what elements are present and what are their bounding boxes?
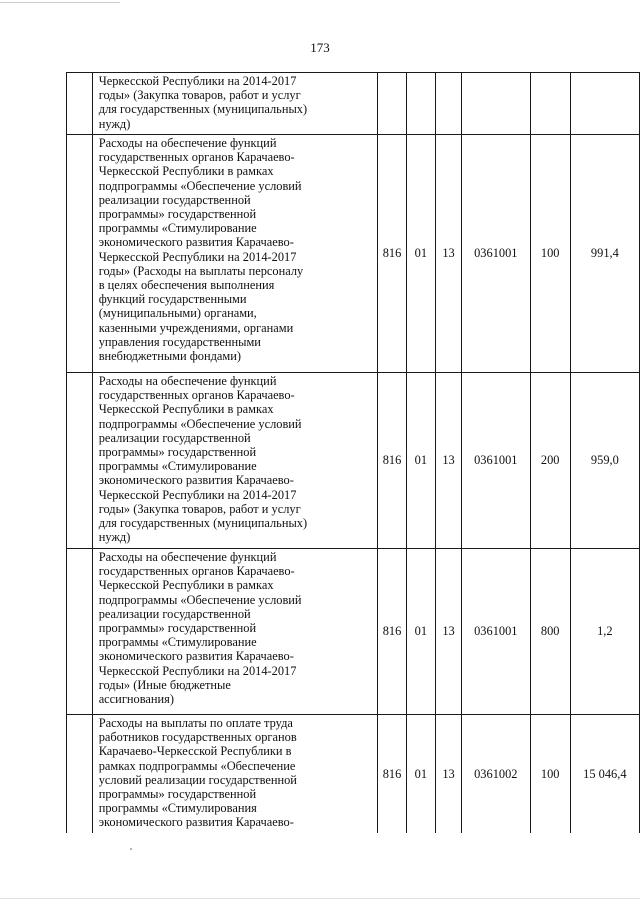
expense-type-code: 200 bbox=[530, 373, 570, 549]
target-item-code bbox=[461, 73, 530, 135]
target-item-code: 0361001 bbox=[461, 549, 530, 715]
section-code: 01 bbox=[406, 715, 435, 833]
row-number-cell bbox=[67, 373, 93, 549]
description-cell: Расходы на выплаты по оплате труда работников государственных органов Карачаево-Черкесской Республики в рамках подпрограммы «Обеспечение условий реализации государственной программы» государственной программы «Стимулирования экономического развития Карачаево- bbox=[92, 715, 378, 833]
table-row bbox=[67, 373, 640, 549]
description-cell: Расходы на обеспечение функций государственных органов Карачаево- Черкесской Республики в рамках подпрограммы «Обеспечение условий реализации государственной программы» государственной программы «Стимулирование экономического развития Карачаево- Черкесской Республики на 2014-2017 годы» (Расходы на выплаты персоналу в целях обеспечения выполнения функций государственными (муниципальными) органами, казенными учреждениями, органами управления государственными внебюджетными фондами) bbox=[92, 135, 378, 373]
ministry-code: 816 bbox=[378, 549, 406, 715]
subsection-code: 13 bbox=[436, 135, 462, 373]
scan-artifact-dot bbox=[130, 848, 132, 850]
ministry-code: 816 bbox=[378, 715, 406, 833]
subsection-code: 13 bbox=[436, 715, 462, 833]
row-number-cell bbox=[67, 549, 93, 715]
subsection-code: 13 bbox=[436, 549, 462, 715]
target-item-code: 0361002 bbox=[461, 715, 530, 833]
target-item-code: 0361001 bbox=[461, 135, 530, 373]
description-cell: Черкесской Республики на 2014-2017 годы» (Закупка товаров, работ и услуг для государственных (муниципальных) нужд) bbox=[92, 73, 378, 135]
amount-value: 15 046,4 bbox=[570, 715, 639, 833]
expense-type-code: 100 bbox=[530, 135, 570, 373]
scan-artifact-line bbox=[0, 898, 640, 899]
ministry-code: 816 bbox=[378, 135, 406, 373]
budget-table bbox=[66, 72, 640, 833]
amount-value: 1,2 bbox=[570, 549, 639, 715]
table-row bbox=[67, 549, 640, 715]
amount-value bbox=[570, 73, 639, 135]
table-row bbox=[67, 73, 640, 135]
table-row bbox=[67, 135, 640, 373]
subsection-code bbox=[436, 73, 462, 135]
section-code: 01 bbox=[406, 135, 435, 373]
section-code: 01 bbox=[406, 549, 435, 715]
description-cell: Расходы на обеспечение функций государственных органов Карачаево- Черкесской Республики в рамках подпрограммы «Обеспечение условий реализации государственной программы» государственной программы «Стимулирование экономического развития Карачаево- Черкесской Республики на 2014-2017 годы» (Иные бюджетные ассигнования) bbox=[92, 549, 378, 715]
ministry-code bbox=[378, 73, 406, 135]
description-cell: Расходы на обеспечение функций государственных органов Карачаево- Черкесской Республики в рамках подпрограммы «Обеспечение условий реализации государственной программы» государственной программы «Стимулирование экономического развития Карачаево- Черкесской Республики на 2014-2017 годы» (Закупка товаров, работ и услуг для государственных (муниципальных) нужд) bbox=[92, 373, 378, 549]
ministry-code: 816 bbox=[378, 373, 406, 549]
expense-type-code: 800 bbox=[530, 549, 570, 715]
table-row bbox=[67, 715, 640, 833]
target-item-code: 0361001 bbox=[461, 373, 530, 549]
page-number: 173 bbox=[310, 40, 330, 55]
section-code bbox=[406, 73, 435, 135]
row-number-cell bbox=[67, 135, 93, 373]
subsection-code: 13 bbox=[436, 373, 462, 549]
amount-value: 959,0 bbox=[570, 373, 639, 549]
expense-type-code bbox=[530, 73, 570, 135]
scan-artifact-line bbox=[0, 2, 120, 3]
amount-value: 991,4 bbox=[570, 135, 639, 373]
row-number-cell bbox=[67, 715, 93, 833]
row-number-cell bbox=[67, 73, 93, 135]
expense-type-code: 100 bbox=[530, 715, 570, 833]
section-code: 01 bbox=[406, 373, 435, 549]
